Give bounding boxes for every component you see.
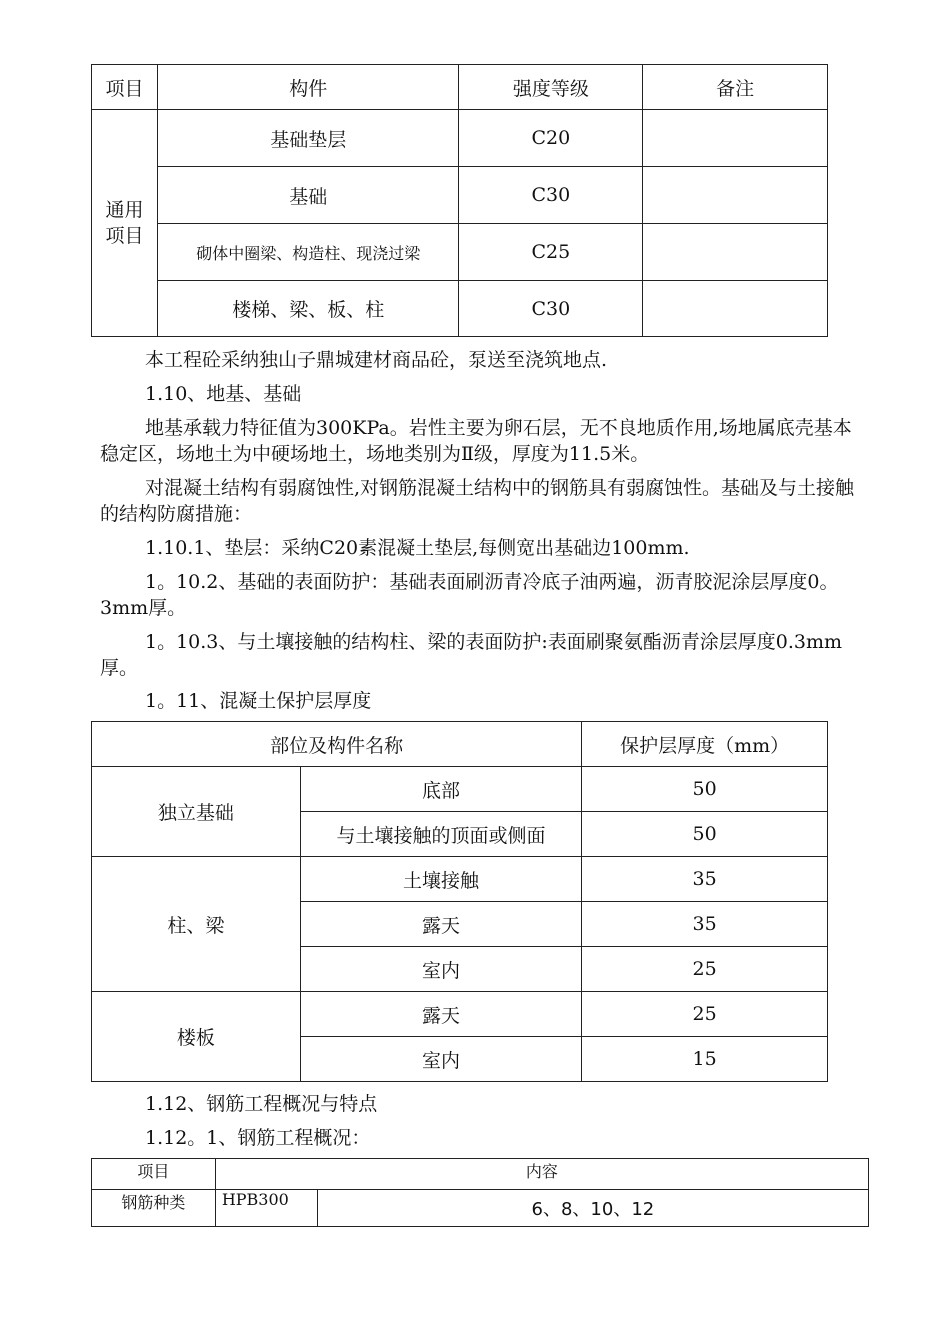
note-cell — [643, 281, 828, 337]
table-header-row — [92, 722, 828, 767]
table-row — [92, 110, 828, 167]
cover-thickness-table — [91, 721, 828, 1082]
part-cell: 露天 — [300, 992, 582, 1037]
group-name: 楼板 — [92, 992, 301, 1082]
member-cell: 楼梯、梁、板、柱 — [157, 281, 459, 337]
value-cell: 50 — [582, 812, 828, 857]
part-cell: 土壤接触 — [300, 857, 582, 902]
concrete-grade-table — [91, 64, 828, 337]
group-label: 通用 项目 — [92, 110, 158, 337]
value-cell: 25 — [582, 947, 828, 992]
header-item: 项目 — [92, 1159, 216, 1190]
grade-cell: C30 — [459, 167, 643, 224]
section-heading-rebar-overview: 1.12。1、钢筋工程概况： — [145, 1127, 371, 1149]
rebar-grade: HPB300 — [215, 1190, 317, 1227]
note-cell — [643, 167, 828, 224]
member-cell: 砌体中圈梁、构造柱、现浇过梁 — [157, 224, 459, 281]
table-header-row — [92, 65, 828, 110]
rebar-overview-table — [91, 1158, 869, 1227]
paragraph-corrosion: 对混凝土结构有弱腐蚀性,对钢筋混凝土结构中的钢筋具有弱腐蚀性。基础及与土接触的结构防腐措施： — [100, 477, 855, 525]
grade-cell: C20 — [459, 110, 643, 167]
section-heading-rebar: 1.12、钢筋工程概况与特点 — [145, 1093, 378, 1115]
grade-cell: C25 — [459, 224, 643, 281]
table-row — [92, 281, 828, 337]
paragraph-bearing-capacity: 地基承载力特征值为300KPa。岩性主要为卵石层，无不良地质作用,场地属底壳基本稳定区，场地土为中硬场地土，场地类别为Ⅱ级，厚度为11.5米。 — [100, 417, 852, 465]
section-heading-foundation: 1.10、地基、基础 — [145, 383, 302, 405]
paragraph-column-protection: 1。10.3、与土壤接触的结构柱、梁的表面防护:表面刷聚氨酯沥青涂层厚度0.3mm厚。 — [100, 631, 843, 679]
group-name: 独立基础 — [92, 767, 301, 857]
value-cell: 15 — [582, 1037, 828, 1082]
section-heading-cover: 1。11、混凝土保护层厚度 — [145, 690, 372, 712]
paragraph-concrete-supply: 本工程砼采纳独山子鼎城建材商品砼，泵送至浇筑地点. — [145, 349, 608, 371]
note-cell — [643, 224, 828, 281]
table-row — [92, 167, 828, 224]
table-row — [92, 1190, 869, 1227]
value-cell: 50 — [582, 767, 828, 812]
table-row — [92, 767, 828, 812]
value-cell: 25 — [582, 992, 828, 1037]
header-thickness: 保护层厚度（mm） — [582, 722, 828, 767]
part-cell: 露天 — [300, 902, 582, 947]
header-part-name: 部位及构件名称 — [92, 722, 582, 767]
table-row — [92, 224, 828, 281]
value-cell: 35 — [582, 902, 828, 947]
part-cell: 与土壤接触的顶面或侧面 — [300, 812, 582, 857]
header-item: 项目 — [92, 65, 158, 110]
member-cell: 基础 — [157, 167, 459, 224]
part-cell: 底部 — [300, 767, 582, 812]
paragraph-cushion: 1.10.1、垫层：采纳C20素混凝土垫层,每侧宽出基础边100mm. — [145, 537, 690, 559]
member-cell: 基础垫层 — [157, 110, 459, 167]
header-content: 内容 — [215, 1159, 868, 1190]
header-grade: 强度等级 — [459, 65, 643, 110]
table-row — [92, 857, 828, 902]
rebar-type-label: 钢筋种类 — [92, 1190, 216, 1227]
table-header-row — [92, 1159, 869, 1190]
paragraph-foundation-protection: 1。10.2、基础的表面防护：基础表面刷沥青冷底子油两遍，沥青胶泥涂层厚度0。3mm厚。 — [100, 571, 839, 619]
header-note: 备注 — [643, 65, 828, 110]
note-cell — [643, 110, 828, 167]
table-row — [92, 992, 828, 1037]
value-cell: 35 — [582, 857, 828, 902]
header-member: 构件 — [157, 65, 459, 110]
grade-cell: C30 — [459, 281, 643, 337]
rebar-sizes: 6、8、10、12 — [317, 1190, 868, 1227]
part-cell: 室内 — [300, 1037, 582, 1082]
group-name: 柱、梁 — [92, 857, 301, 992]
part-cell: 室内 — [300, 947, 582, 992]
